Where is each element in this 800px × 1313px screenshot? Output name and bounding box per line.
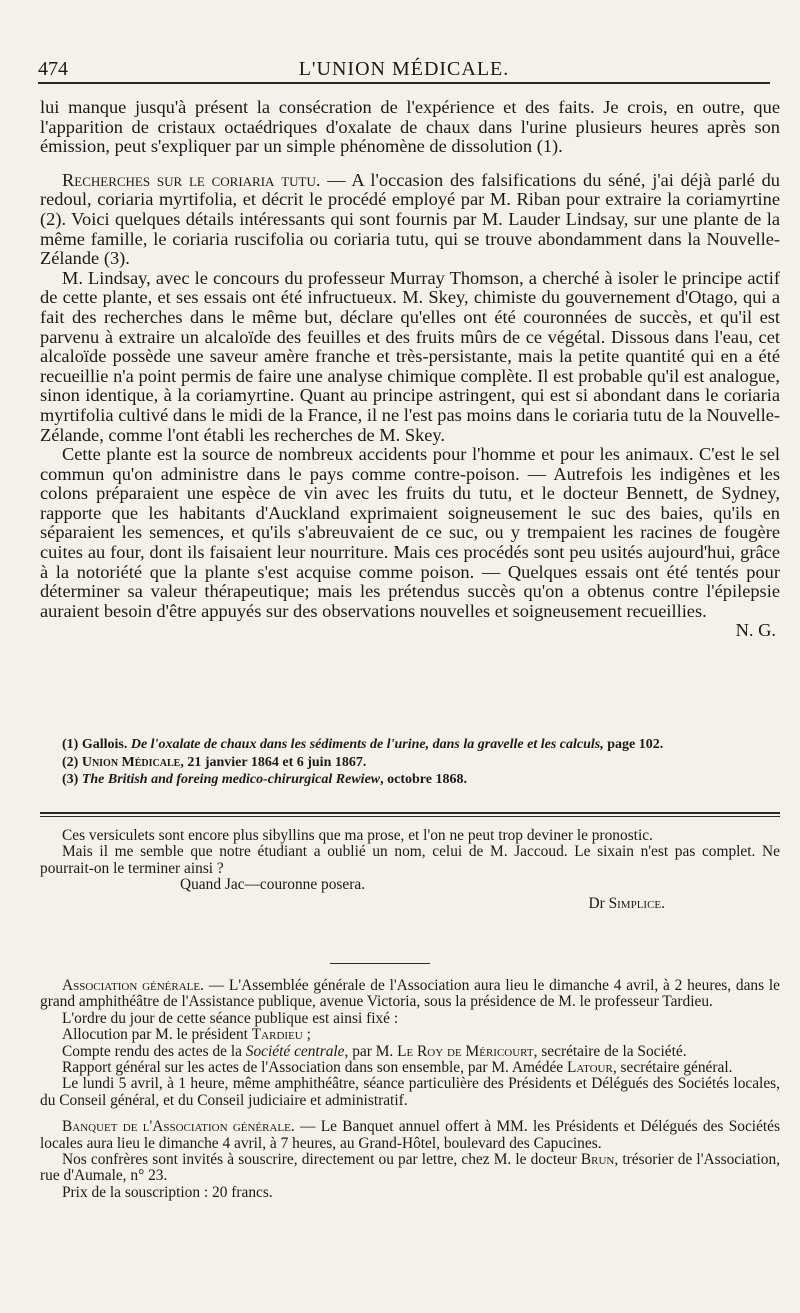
association-notices	[40, 978, 780, 1201]
subscription-text: Nos confrères sont invités à souscrire, directement ou par lettre, chez M. le docteur	[62, 1151, 581, 1169]
assembly-text: — L'Assemblée générale de l'Association aura lieu le dimanche 4 avril, à 2 heures, dans le grand amphithéâtre de l'Assistance publique, avenue Victoria, sous la présidence de M. le professeur Tardieu.	[40, 977, 780, 1011]
footnote-1-title: De l'oxalate de chaux dans les sédiments de l'urine, dans la gravelle et les calculs,	[130, 737, 604, 752]
agenda-item-2-by: , par M.	[344, 1042, 398, 1060]
verse-signature	[40, 896, 780, 912]
agenda-item-2-society: Société centrale	[245, 1042, 345, 1060]
article-paragraph-1: lui manque jusqu'à présent la consécration de l'expérience et des faits. Je crois, en outre, que l'apparition de cristaux octaédriques d'oxalate de chaux dans l'urine plusieurs heures après son émission, peut s'expliquer par un simple phénomène de dissolution (1).	[40, 97, 780, 157]
agenda-item-1	[40, 1027, 780, 1043]
footnote-3-title: The British and foreing medico-chirurgical Rewiew	[81, 772, 381, 787]
verse-paragraph-1: Ces versiculets sont encore plus sibyllins que ma prose, et l'on ne peut trop deviner le pronostic.	[62, 827, 653, 844]
footnote-2-journal: Union Médicale	[81, 754, 181, 770]
footnotes	[40, 736, 780, 789]
short-divider	[330, 963, 430, 964]
agenda-item-2-text: Compte rendu des actes de la	[62, 1042, 246, 1060]
footnote-2	[40, 754, 780, 772]
journal-title: L'UNION MÉDICALE.	[298, 58, 510, 80]
article-signature: N. G.	[735, 620, 776, 641]
agenda-item-1-name: Tardieu	[251, 1026, 303, 1044]
footnote-2-number: (2)	[62, 754, 82, 770]
treasurer-name: Brun	[580, 1151, 615, 1169]
footnote-3	[40, 771, 780, 789]
footnote-3-number: (3)	[62, 772, 82, 787]
subscription-notice	[40, 1152, 780, 1185]
agenda-intro: L'ordre du jour de cette séance publique est ainsi fixé :	[62, 1009, 399, 1027]
agenda-item-1-text: Allocution par M. le président	[62, 1026, 252, 1044]
footnote-3-rest: , octobre 1868.	[380, 772, 467, 787]
banquet-notice	[40, 1119, 780, 1152]
article-paragraph-3: M. Lindsay, avec le concours du professeur Murray Thomson, a cherché à isoler le principe actif de cette plante, et ses essais ont été infructueux. M. Skey, chimiste du gouvernement d'Otago, qui a fait des recherches dans le même but, déclare qu'elles ont été couronnées de succès, et qu'il est parvenu à extraire un alcaloïde des feuilles et des fruits mûrs de ce végétal. Dissous dans l'eau, cet alcaloïde possède une saveur amère franche et très-persistante, mais la petite quantité qui en a été recueillie n'a point permis de faire une analyse chimique complète. Il est probable qu'il est analogue, sinon identique, à la coriamyrtine. Quant au principe astringent, qui est si abondant dans le coriaria myrtifolia cultivé dans le midi de la France, il ne l'est pas moins dans le coriaria tutu de la Nouvelle-Zélande, comme l'ont établi les recherches de M. Skey.	[40, 267, 780, 445]
agenda-item-4: Le lundi 5 avril, à 1 heure, même amphithéâtre, séance particulière des Présidents et Délégués des Sociétés locales, du Conseil général, et du Conseil judiciaire et administratif.	[40, 1075, 780, 1109]
verse-signature-prefix: Dr	[588, 894, 609, 912]
assembly-notice	[40, 978, 780, 1011]
section-heading: Recherches sur le coriaria tutu.	[62, 169, 321, 190]
verse-section	[40, 828, 780, 912]
running-head	[38, 52, 770, 84]
agenda-item-3-name: Latour	[566, 1059, 613, 1077]
agenda-item-3-text: Rapport général sur les actes de l'Association dans son ensemble, par M. Amédée	[62, 1059, 567, 1077]
assembly-heading: Association générale.	[62, 977, 204, 994]
footnote-1-number: (1)	[62, 737, 82, 752]
verse-signature-name: Simplice.	[608, 894, 665, 912]
article	[40, 98, 780, 641]
agenda-item-2-name: Le Roy de Méricourt	[397, 1042, 534, 1060]
footnote-1-author: Gallois.	[81, 737, 131, 752]
subscription-address: , trésorier de l'Association, rue d'Aumale, n° 23.	[40, 1151, 780, 1185]
article-paragraph-2-text: — A l'occasion des falsifications du séné, j'ai déjà parlé du redoul, coriaria myrtifolia, et décrit le procédé employé par M. Riban pour extraire la coriamyrtine (2). Voici quelques détails intéressants qui sont fournis par M. Lauder Lindsay, sur une plante de la même famille, le coriaria ruscifolia ou coriaria tutu, qui se trouve abondamment dans la Nouvelle-Zélande (3).	[40, 169, 781, 269]
banquet-heading: Banquet de l'Association générale.	[62, 1118, 295, 1136]
banquet-text: — Le Banquet annuel offert à MM. les Présidents et Délégués des Sociétés locales aura lieu le dimanche 4 avril, à 7 heures, au Grand-Hôtel, boulevard des Capucines.	[40, 1118, 781, 1152]
article-paragraph-4: Cette plante est la source de nombreux accidents pour l'homme et pour les animaux. C'est le sel commun qu'on administre dans le pays comme contre-poison. — Autrefois les indigènes et les colons préparaient une espèce de vin avec les fruits du tutu, et le docteur Bennett, de Sydney, rapporte que les habitants d'Auckland exprimaient soigneusement le suc des baies, qu'ils en séparaient les semences, et qu'ils s'abreuvaient de ce suc, ou y trempaient les racines de fougère cuites au four, dont ils faisaient leur nourriture. Mais ces procédés sont peu usités aujourd'hui, grâce à la notoriété que la plante s'est acquise comme poison. — Quelques essais ont été tentés pour déterminer sa valeur thérapeutique; mais les prétendus succès qu'on a obtenus contre l'épilepsie auraient besoin d'être appuyés sur des observations nouvelles et soigneusement recueillies.	[40, 444, 780, 621]
agenda-item-2	[40, 1044, 780, 1060]
subscription-price: Prix de la souscription : 20 francs.	[62, 1183, 273, 1201]
section-divider-double-bottom	[40, 816, 780, 817]
verse-paragraph-2: Mais il me semble que notre étudiant a oublié un nom, celui de M. Jaccoud. Le sixain n'est pas complet. Ne pourrait-on le terminer ainsi ?	[40, 843, 780, 877]
agenda-item-3-end: , secrétaire général.	[612, 1059, 733, 1077]
section-divider-double-top	[40, 812, 780, 814]
article-paragraph-2	[40, 171, 780, 269]
verse-line: Quand Jac—couronne posera.	[180, 876, 366, 894]
agenda-item-1-end: ;	[302, 1026, 311, 1044]
agenda-item-3	[40, 1060, 780, 1076]
footnote-2-rest: , 21 janvier 1864 et 6 juin 1867.	[180, 754, 367, 770]
footnote-1	[40, 736, 780, 754]
page-number: 474	[38, 58, 68, 80]
agenda-item-2-end: , secrétaire de la Société.	[533, 1042, 687, 1060]
footnote-1-page: page 102.	[603, 737, 664, 752]
